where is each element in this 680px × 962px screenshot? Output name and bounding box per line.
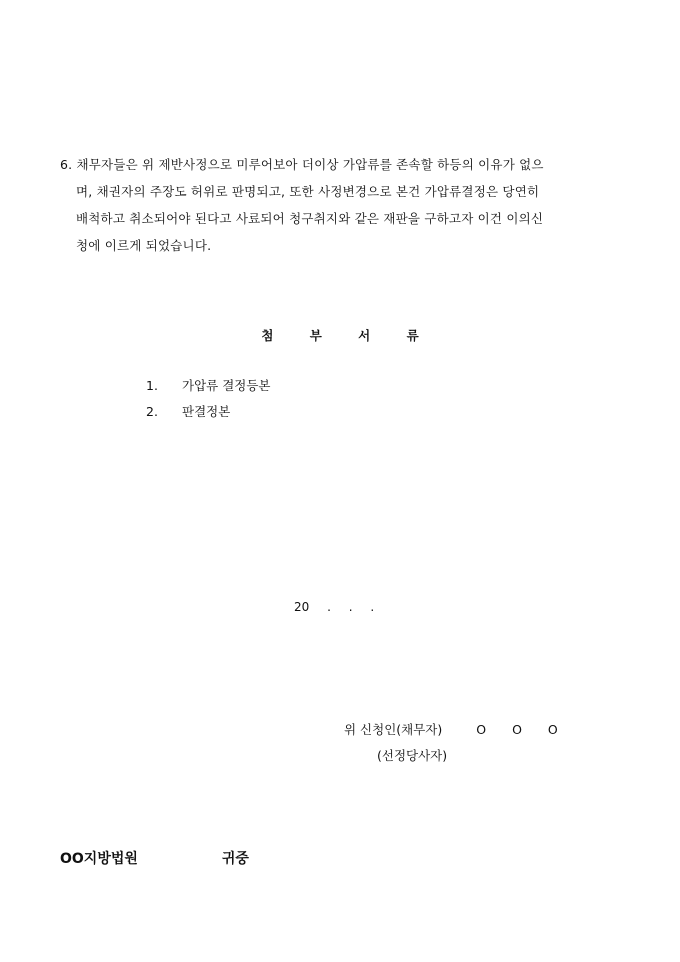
attachment-label: 판결정본	[182, 404, 231, 419]
document-date: 20 . . .	[294, 600, 375, 614]
applicant-label: 위 신청인(채무자)	[344, 722, 443, 737]
attachment-number: 2.	[146, 404, 158, 419]
attachment-item-1	[146, 376, 271, 394]
paragraph-line-2: 며, 채권자의 주장도 허위로 판명되고, 또한 사정변경으로 본건 가압류결정은 당연히	[76, 184, 540, 199]
selected-party-label: (선정당사자)	[377, 748, 448, 763]
court-honorific: 귀중	[221, 851, 249, 867]
attachments-title: 첨 부 서 류	[261, 328, 419, 343]
applicant-name-placeholder: O O O	[476, 722, 558, 737]
paragraph-line-1: 6. 채무자들은 위 제반사정으로 미루어보아 더이상 가압류를 존속할 하등의 이유가 없으	[60, 157, 544, 172]
paragraph-line-4: 청에 이르게 되었습니다.	[76, 238, 212, 253]
court-addressee	[60, 848, 249, 868]
court-name: OO지방법원	[60, 851, 138, 867]
applicant-signature	[344, 720, 558, 738]
attachment-label: 가압류 결정등본	[182, 378, 271, 393]
attachment-number: 1.	[146, 378, 158, 393]
paragraph-line-3: 배척하고 취소되어야 된다고 사료되어 청구취지와 같은 재판을 구하고자 이건 이의신	[76, 211, 544, 226]
attachment-item-2	[146, 402, 230, 420]
paragraph-6	[60, 151, 640, 259]
